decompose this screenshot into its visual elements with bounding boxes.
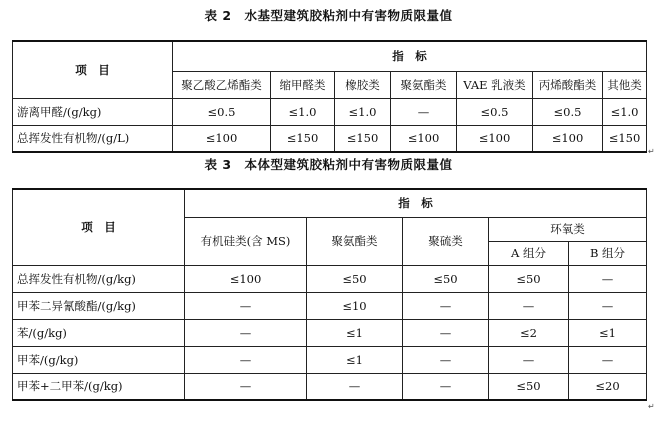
- table-cell: ≤0.5: [533, 98, 603, 125]
- paragraph-mark-icon: ↵: [648, 147, 655, 156]
- table-cell: ≤50: [489, 373, 569, 400]
- table-cell: —: [569, 346, 647, 373]
- table-cell: ≤100: [185, 265, 307, 292]
- table-cell: —: [391, 98, 457, 125]
- table-row: [13, 125, 647, 152]
- column-header: 其他类: [603, 71, 647, 98]
- table-cell: ≤1: [307, 319, 403, 346]
- row-label: 总挥发性有机物/(g/kg): [13, 265, 185, 292]
- row-label: 甲苯+二甲苯/(g/kg): [13, 373, 185, 400]
- table-cell: ≤1: [569, 319, 647, 346]
- row-label: 甲苯/(g/kg): [13, 346, 185, 373]
- table-3-group-header: 指 标: [185, 189, 647, 217]
- table-cell: ≤150: [335, 125, 391, 152]
- column-header: 环氧类: [489, 217, 647, 241]
- table-cell: ≤10: [307, 292, 403, 319]
- table-cell: ≤150: [271, 125, 335, 152]
- table-cell: ≤1.0: [335, 98, 391, 125]
- column-header: 缩甲醛类: [271, 71, 335, 98]
- table-2: [12, 40, 647, 153]
- table-row: [13, 346, 647, 373]
- table-cell: —: [403, 373, 489, 400]
- column-header: 聚氨酯类: [307, 217, 403, 265]
- table-cell: —: [569, 265, 647, 292]
- table-cell: ≤20: [569, 373, 647, 400]
- table-cell: ≤1: [307, 346, 403, 373]
- table-cell: ≤1.0: [603, 98, 647, 125]
- paragraph-mark-icon: ↵: [648, 402, 655, 411]
- table-2-group-header: 指 标: [173, 41, 647, 71]
- table-3-item-header: 项 目: [13, 189, 185, 265]
- table-cell: —: [185, 373, 307, 400]
- table-3: [12, 188, 647, 401]
- column-header: 橡胶类: [335, 71, 391, 98]
- table-row: [13, 265, 647, 292]
- row-label: 游离甲醛/(g/kg): [13, 98, 173, 125]
- table-cell: —: [185, 346, 307, 373]
- table-cell: —: [403, 292, 489, 319]
- row-label: 苯/(g/kg): [13, 319, 185, 346]
- table-cell: ≤1.0: [271, 98, 335, 125]
- column-header: 丙烯酸酯类: [533, 71, 603, 98]
- table-cell: ≤100: [457, 125, 533, 152]
- table-cell: —: [185, 292, 307, 319]
- table-cell: ≤2: [489, 319, 569, 346]
- table-cell: ≤100: [533, 125, 603, 152]
- table-cell: ≤50: [489, 265, 569, 292]
- table-cell: —: [489, 292, 569, 319]
- table-2-title: 表 2 水基型建筑胶粘剂中有害物质限量值: [204, 8, 453, 23]
- table-row: [13, 98, 647, 125]
- column-header: 聚硫类: [403, 217, 489, 265]
- table-row: [13, 292, 647, 319]
- column-header: 聚氨酯类: [391, 71, 457, 98]
- table-cell: —: [185, 319, 307, 346]
- row-label: 总挥发性有机物/(g/L): [13, 125, 173, 152]
- table-cell: ≤100: [391, 125, 457, 152]
- column-subheader: B 组分: [569, 241, 647, 265]
- row-label: 甲苯二异氰酸酯/(g/kg): [13, 292, 185, 319]
- table-cell: ≤150: [603, 125, 647, 152]
- column-header: VAE 乳液类: [457, 71, 533, 98]
- table-cell: ≤0.5: [173, 98, 271, 125]
- table-cell: ≤100: [173, 125, 271, 152]
- table-cell: —: [489, 346, 569, 373]
- table-cell: —: [307, 373, 403, 400]
- table-3-title: 表 3 本体型建筑胶粘剂中有害物质限量值: [204, 157, 453, 172]
- table-cell: —: [569, 292, 647, 319]
- table-cell: —: [403, 346, 489, 373]
- column-header: 聚乙酸乙烯酯类: [173, 71, 271, 98]
- table-2-item-header: 项 目: [13, 41, 173, 98]
- table-cell: ≤50: [307, 265, 403, 292]
- table-cell: ≤50: [403, 265, 489, 292]
- table-row: [13, 373, 647, 400]
- table-row: [13, 319, 647, 346]
- column-subheader: A 组分: [489, 241, 569, 265]
- column-header: 有机硅类(含 MS): [185, 217, 307, 265]
- table-cell: —: [403, 319, 489, 346]
- table-cell: ≤0.5: [457, 98, 533, 125]
